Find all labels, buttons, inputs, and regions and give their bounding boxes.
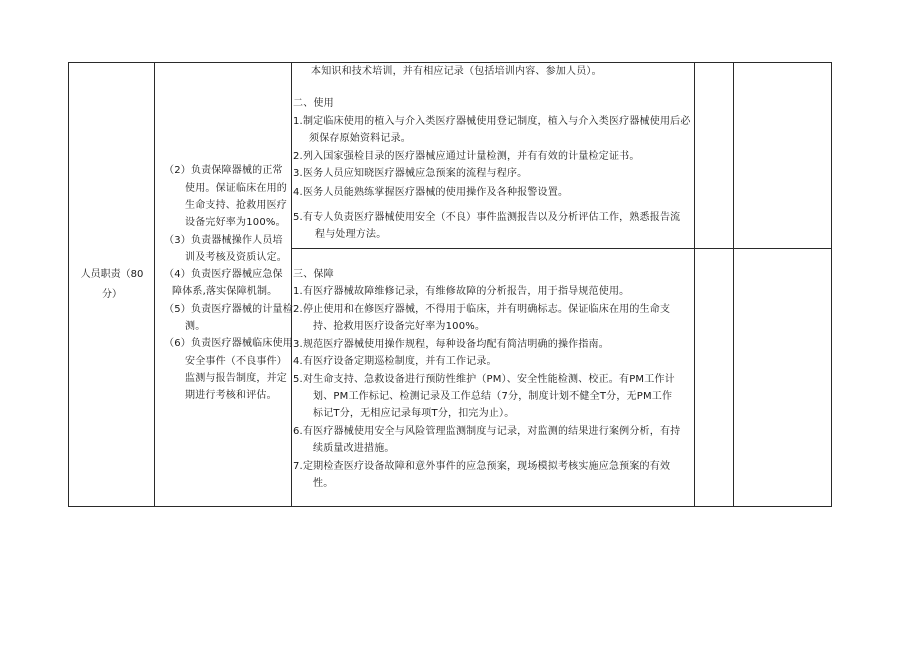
category-cell xyxy=(70,265,154,305)
use-line: 5.有专人负责医疗器械使用安全（不良）事件监测报告以及分析评估工作，熟悉报告流 xyxy=(293,212,681,223)
duty-line: 障体系,落实保障机制。 xyxy=(172,286,278,297)
duty-line: 监测与报告制度，并定 xyxy=(185,373,287,384)
guarantee-line: 7.定期检查医疗设备故障和意外事件的应急预案，现场模拟考核实施应急预案的有效 xyxy=(293,461,671,472)
guarantee-line: 续质量改进措施。 xyxy=(313,443,395,454)
col-divider-2 xyxy=(291,62,292,507)
duty-line: 安全事件（不良事件） xyxy=(185,356,287,367)
col-divider-1 xyxy=(154,62,155,507)
category-label: 人员职责（80 分） xyxy=(80,269,144,300)
duty-line: （6）负责医疗器械临床使用 xyxy=(164,338,293,349)
duty-line: 生命支持、抢救用医疗 xyxy=(185,200,287,211)
col-divider-3 xyxy=(694,62,695,507)
duty-line: 设备完好率为100%。 xyxy=(185,217,286,228)
duty-line: 训及考核及资质认定。 xyxy=(185,252,287,263)
duty-line: 期进行考核和评估。 xyxy=(185,390,277,401)
section-title-guarantee: 三、保障 xyxy=(293,269,334,280)
guarantee-line: 持、抢救用医疗设备完好率为100%。 xyxy=(313,321,486,332)
guarantee-line: 5.对生命支持、急救设备进行预防性维护（PM）、安全性能检测、校正。有PM工作计 xyxy=(293,374,675,385)
intro-line: 本知识和技术培训，并有相应记录（包括培训内容、参加人员）。 xyxy=(311,66,602,77)
guarantee-line: 标记T分，无相应记录每项T分，扣完为止）。 xyxy=(313,408,515,419)
duty-line: （3）负责器械操作人员培 xyxy=(164,235,283,246)
use-line: 程与处理方法。 xyxy=(315,229,387,240)
guarantee-line: 1.有医疗器械故障维修记录，有维修故障的分析报告，用于指导规范使用。 xyxy=(293,286,630,297)
use-line: 1.制定临床使用的植入与介入类医疗器械使用登记制度，植入与介入类医疗器械使用后必 xyxy=(293,116,691,127)
guarantee-line: 6.有医疗器械使用安全与风险管理监测制度与记录，对监测的结果进行案例分析，有持 xyxy=(293,426,681,437)
guarantee-line: 2.停止使用和在修医疗器械，不得用于临床，并有明确标志。保证临床在用的生命支 xyxy=(293,304,671,315)
duty-line: 测。 xyxy=(185,321,206,332)
table-bottom-border xyxy=(68,506,832,507)
row-divider xyxy=(291,248,832,249)
table-right-border xyxy=(831,62,832,507)
guarantee-line: 4.有医疗设备定期巡检制度，并有工作记录。 xyxy=(293,356,497,367)
guarantee-line: 性。 xyxy=(313,478,334,489)
duty-line: （4）负责医疗器械应急保 xyxy=(164,269,283,280)
use-line: 须保存原始资料记录。 xyxy=(309,133,411,144)
use-line: 2.列入国家强检目录的医疗器械应通过计量检测，并有有效的计量检定证书。 xyxy=(293,151,640,162)
table-left-border xyxy=(68,62,69,507)
duty-line: （2）负责保障器械的正常 xyxy=(164,165,283,176)
duty-line: 使用。保证临床在用的 xyxy=(185,183,287,194)
use-line: 3.医务人员应知晓医疗器械应急预案的流程与程序。 xyxy=(293,168,528,179)
use-line: 4.医务人员能熟练掌握医疗器械的使用操作及各种报警设置。 xyxy=(293,187,569,198)
guarantee-line: 3.规范医疗器械使用操作规程，每种设备均配有简洁明确的操作指南。 xyxy=(293,339,609,350)
col-divider-4 xyxy=(733,62,734,507)
guarantee-line: 划、PM工作标记、检测记录及工作总结（7分，制度计划不健全T分，无PM工作 xyxy=(313,391,673,402)
table-top-border xyxy=(68,62,832,63)
section-title-use: 二、使用 xyxy=(293,98,334,109)
duty-line: （5）负责医疗器械的计量检 xyxy=(164,304,293,315)
